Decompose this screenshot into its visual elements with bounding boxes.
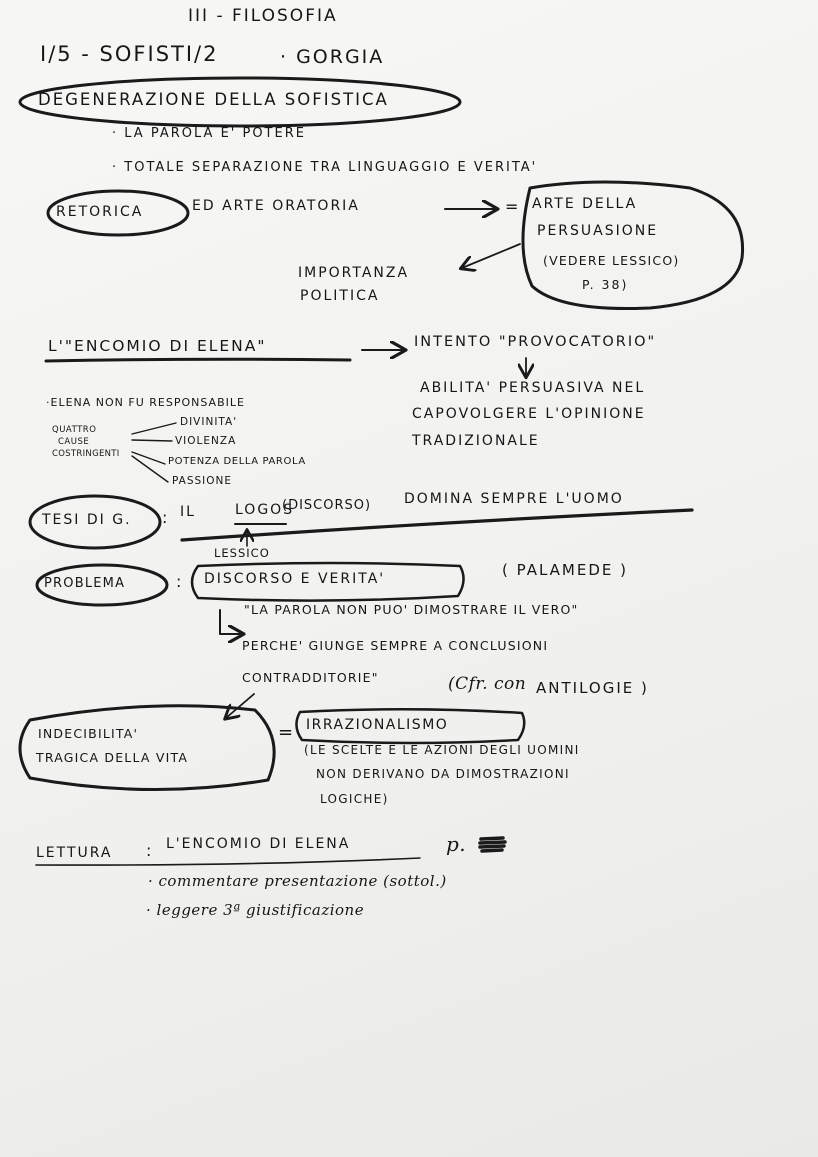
cfr-antilogie: ANTILOGIE ) bbox=[536, 679, 649, 697]
problem-label: PROBLEMA bbox=[44, 576, 126, 591]
ability-line3: TRADIZIONALE bbox=[412, 433, 540, 449]
encomium-underline bbox=[46, 359, 350, 361]
cause-item: VIOLENZA bbox=[175, 435, 237, 447]
quote-line3: CONTRADDITORIE" bbox=[242, 670, 379, 685]
importance-arrow bbox=[462, 244, 520, 268]
irrationalism-expl-line3: LOGICHE) bbox=[320, 792, 389, 806]
cause-line-2 bbox=[132, 440, 172, 441]
reading-task: · leggere 3ª giustificazione bbox=[146, 901, 365, 919]
undecidability-line2: TRAGICA DELLA VITA bbox=[36, 750, 189, 765]
causes-label-line3: COSTRINGENTI bbox=[52, 449, 120, 459]
undecidability-equals: = bbox=[278, 722, 296, 743]
persuasion-def-line1: ARTE DELLA bbox=[532, 196, 638, 212]
reading-label: LETTURA bbox=[36, 845, 113, 861]
degeneration-point: · LA PAROLA E' POTERE bbox=[112, 126, 306, 141]
causes-label-line1: QUATTRO bbox=[52, 425, 97, 435]
contradiction-arrow bbox=[226, 694, 254, 718]
undecidability-oval bbox=[20, 706, 274, 790]
rhetoric-term: RETORICA bbox=[56, 204, 144, 220]
persuasion-def-line2: PERSUASIONE bbox=[537, 223, 659, 239]
problem-colon: : bbox=[176, 572, 184, 591]
encomium-title: L'"ENCOMIO DI ELENA" bbox=[48, 337, 267, 355]
quote-hook-arrow bbox=[220, 610, 242, 634]
thesis-discorso: (DISCORSO) bbox=[282, 498, 372, 513]
unit-title: I/5 - SOFISTI/2 bbox=[40, 42, 219, 66]
importance-line2: POLITICA bbox=[300, 288, 380, 304]
problem-topic: DISCORSO E VERITA' bbox=[204, 571, 386, 587]
cause-item: DIVINITA' bbox=[180, 416, 238, 428]
degeneration-title: DEGENERAZIONE DELLA SOFISTICA bbox=[38, 90, 389, 109]
reading-task: · commentare presentazione (sottol.) bbox=[148, 872, 447, 890]
lexicon-ref-line2: P. 38) bbox=[582, 277, 629, 292]
importance-line1: IMPORTANZA bbox=[298, 265, 410, 281]
section-title: III - FILOSOFIA bbox=[188, 6, 338, 26]
thesis-rest: DOMINA SEMPRE L'UOMO bbox=[404, 491, 624, 507]
thesis-colon: : bbox=[162, 508, 170, 527]
ability-line2: CAPOVOLGERE L'OPINIONE bbox=[412, 406, 646, 422]
causes-label-line2: CAUSE bbox=[58, 437, 90, 447]
rhetoric-equals: = bbox=[505, 197, 521, 216]
undecidability-line1: INDECIBILITA' bbox=[38, 726, 139, 741]
degeneration-point: · TOTALE SEPARAZIONE TRA LINGUAGGIO E VERITA' bbox=[112, 160, 538, 175]
reading-title: L'ENCOMIO DI ELENA bbox=[166, 836, 351, 852]
thesis-label: TESI DI G. bbox=[42, 512, 132, 528]
thesis-logos: LOGOS bbox=[235, 502, 295, 518]
thesis-il: IL bbox=[180, 504, 196, 520]
ability-line1: ABILITA' PERSUASIVA NEL bbox=[420, 380, 646, 396]
helen-claim: ·ELENA NON FU RESPONSABILE bbox=[46, 396, 245, 409]
cause-item: PASSIONE bbox=[172, 475, 233, 487]
cause-line-4 bbox=[132, 456, 168, 482]
topic-title: · GORGIA bbox=[280, 46, 385, 68]
lexicon-ref-line1: (VEDERE LESSICO) bbox=[543, 253, 680, 268]
encomium-intent: INTENTO "PROVOCATORIO" bbox=[414, 334, 657, 350]
cause-item: POTENZA DELLA PAROLA bbox=[168, 456, 306, 467]
quote-line2: PERCHE' GIUNGE SEMPRE A CONCLUSIONI bbox=[242, 638, 549, 653]
irrationalism-expl-line1: (LE SCELTE E LE AZIONI DEGLI UOMINI bbox=[304, 743, 580, 757]
quote-line1: "LA PAROLA NON PUO' DIMOSTRARE IL VERO" bbox=[244, 602, 579, 617]
irrationalism-expl-line2: NON DERIVANO DA DIMOSTRAZIONI bbox=[316, 767, 570, 781]
reading-page: p. bbox=[446, 832, 467, 856]
cfr-prefix: (Cfr. con bbox=[448, 674, 527, 694]
cause-line-3 bbox=[132, 452, 165, 464]
lessico-note: LESSICO bbox=[214, 546, 270, 560]
cause-line-1 bbox=[132, 423, 176, 434]
reading-colon: : bbox=[146, 841, 154, 860]
irrationalism: IRRAZIONALISMO bbox=[306, 717, 449, 733]
palamede: ( PALAMEDE ) bbox=[502, 561, 628, 579]
rhetoric-rest: ED ARTE ORATORIA bbox=[192, 198, 360, 214]
scribbled-page-number bbox=[480, 838, 505, 851]
